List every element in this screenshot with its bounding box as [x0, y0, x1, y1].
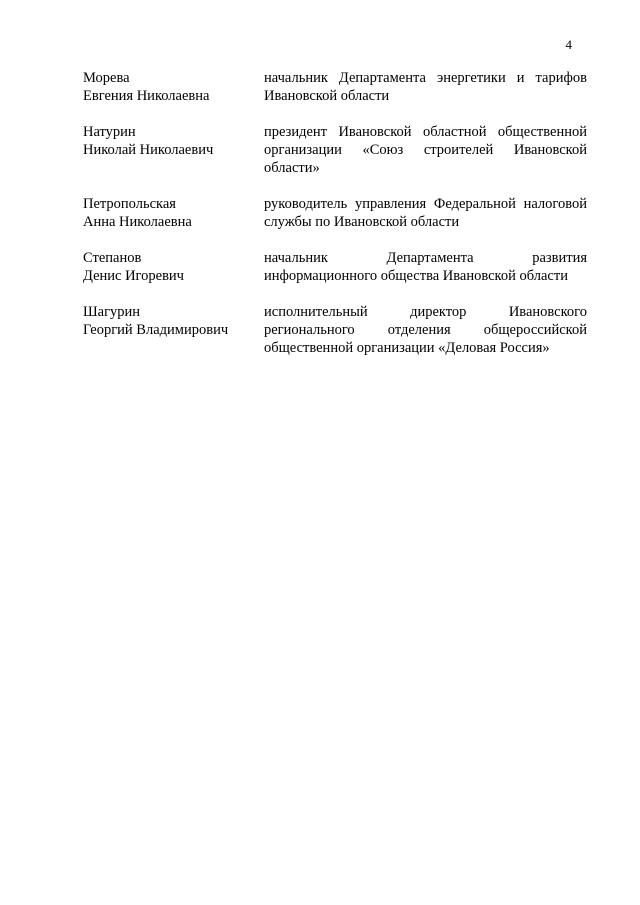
member-entry — [83, 249, 587, 285]
member-position: начальник Департамента развития информационного общества Ивановской области — [264, 250, 587, 284]
member-entry — [83, 69, 587, 105]
member-surname: Петропольская — [83, 196, 176, 212]
member-given-names: Денис Игоревич — [83, 268, 184, 284]
member-name — [83, 69, 264, 105]
member-entry — [83, 303, 587, 357]
member-entry — [83, 123, 587, 177]
member-position: руководитель управления Федеральной налоговой службы по Ивановской области — [264, 196, 587, 230]
member-surname: Шагурин — [83, 304, 141, 320]
member-entry — [83, 195, 587, 231]
members-list — [83, 69, 587, 357]
member-name — [83, 249, 264, 285]
page-number: 4 — [565, 37, 572, 52]
member-name — [83, 123, 264, 159]
member-position: исполнительный директор Ивановского регионального отделения общероссийской общественной организации «Деловая Россия» — [264, 304, 587, 356]
member-surname: Степанов — [83, 250, 142, 266]
member-surname: Натурин — [83, 124, 136, 140]
member-name — [83, 303, 264, 339]
member-given-names: Георгий Владимирович — [83, 322, 229, 338]
member-given-names: Николай Николаевич — [83, 142, 214, 158]
member-position: президент Ивановской областной общественной организации «Союз строителей Ивановской области» — [264, 124, 587, 176]
member-position: начальник Департамента энергетики и тарифов Ивановской области — [264, 70, 587, 104]
member-given-names: Евгения Николаевна — [83, 88, 210, 104]
member-given-names: Анна Николаевна — [83, 214, 192, 230]
member-surname: Морева — [83, 70, 130, 86]
member-name — [83, 195, 264, 231]
